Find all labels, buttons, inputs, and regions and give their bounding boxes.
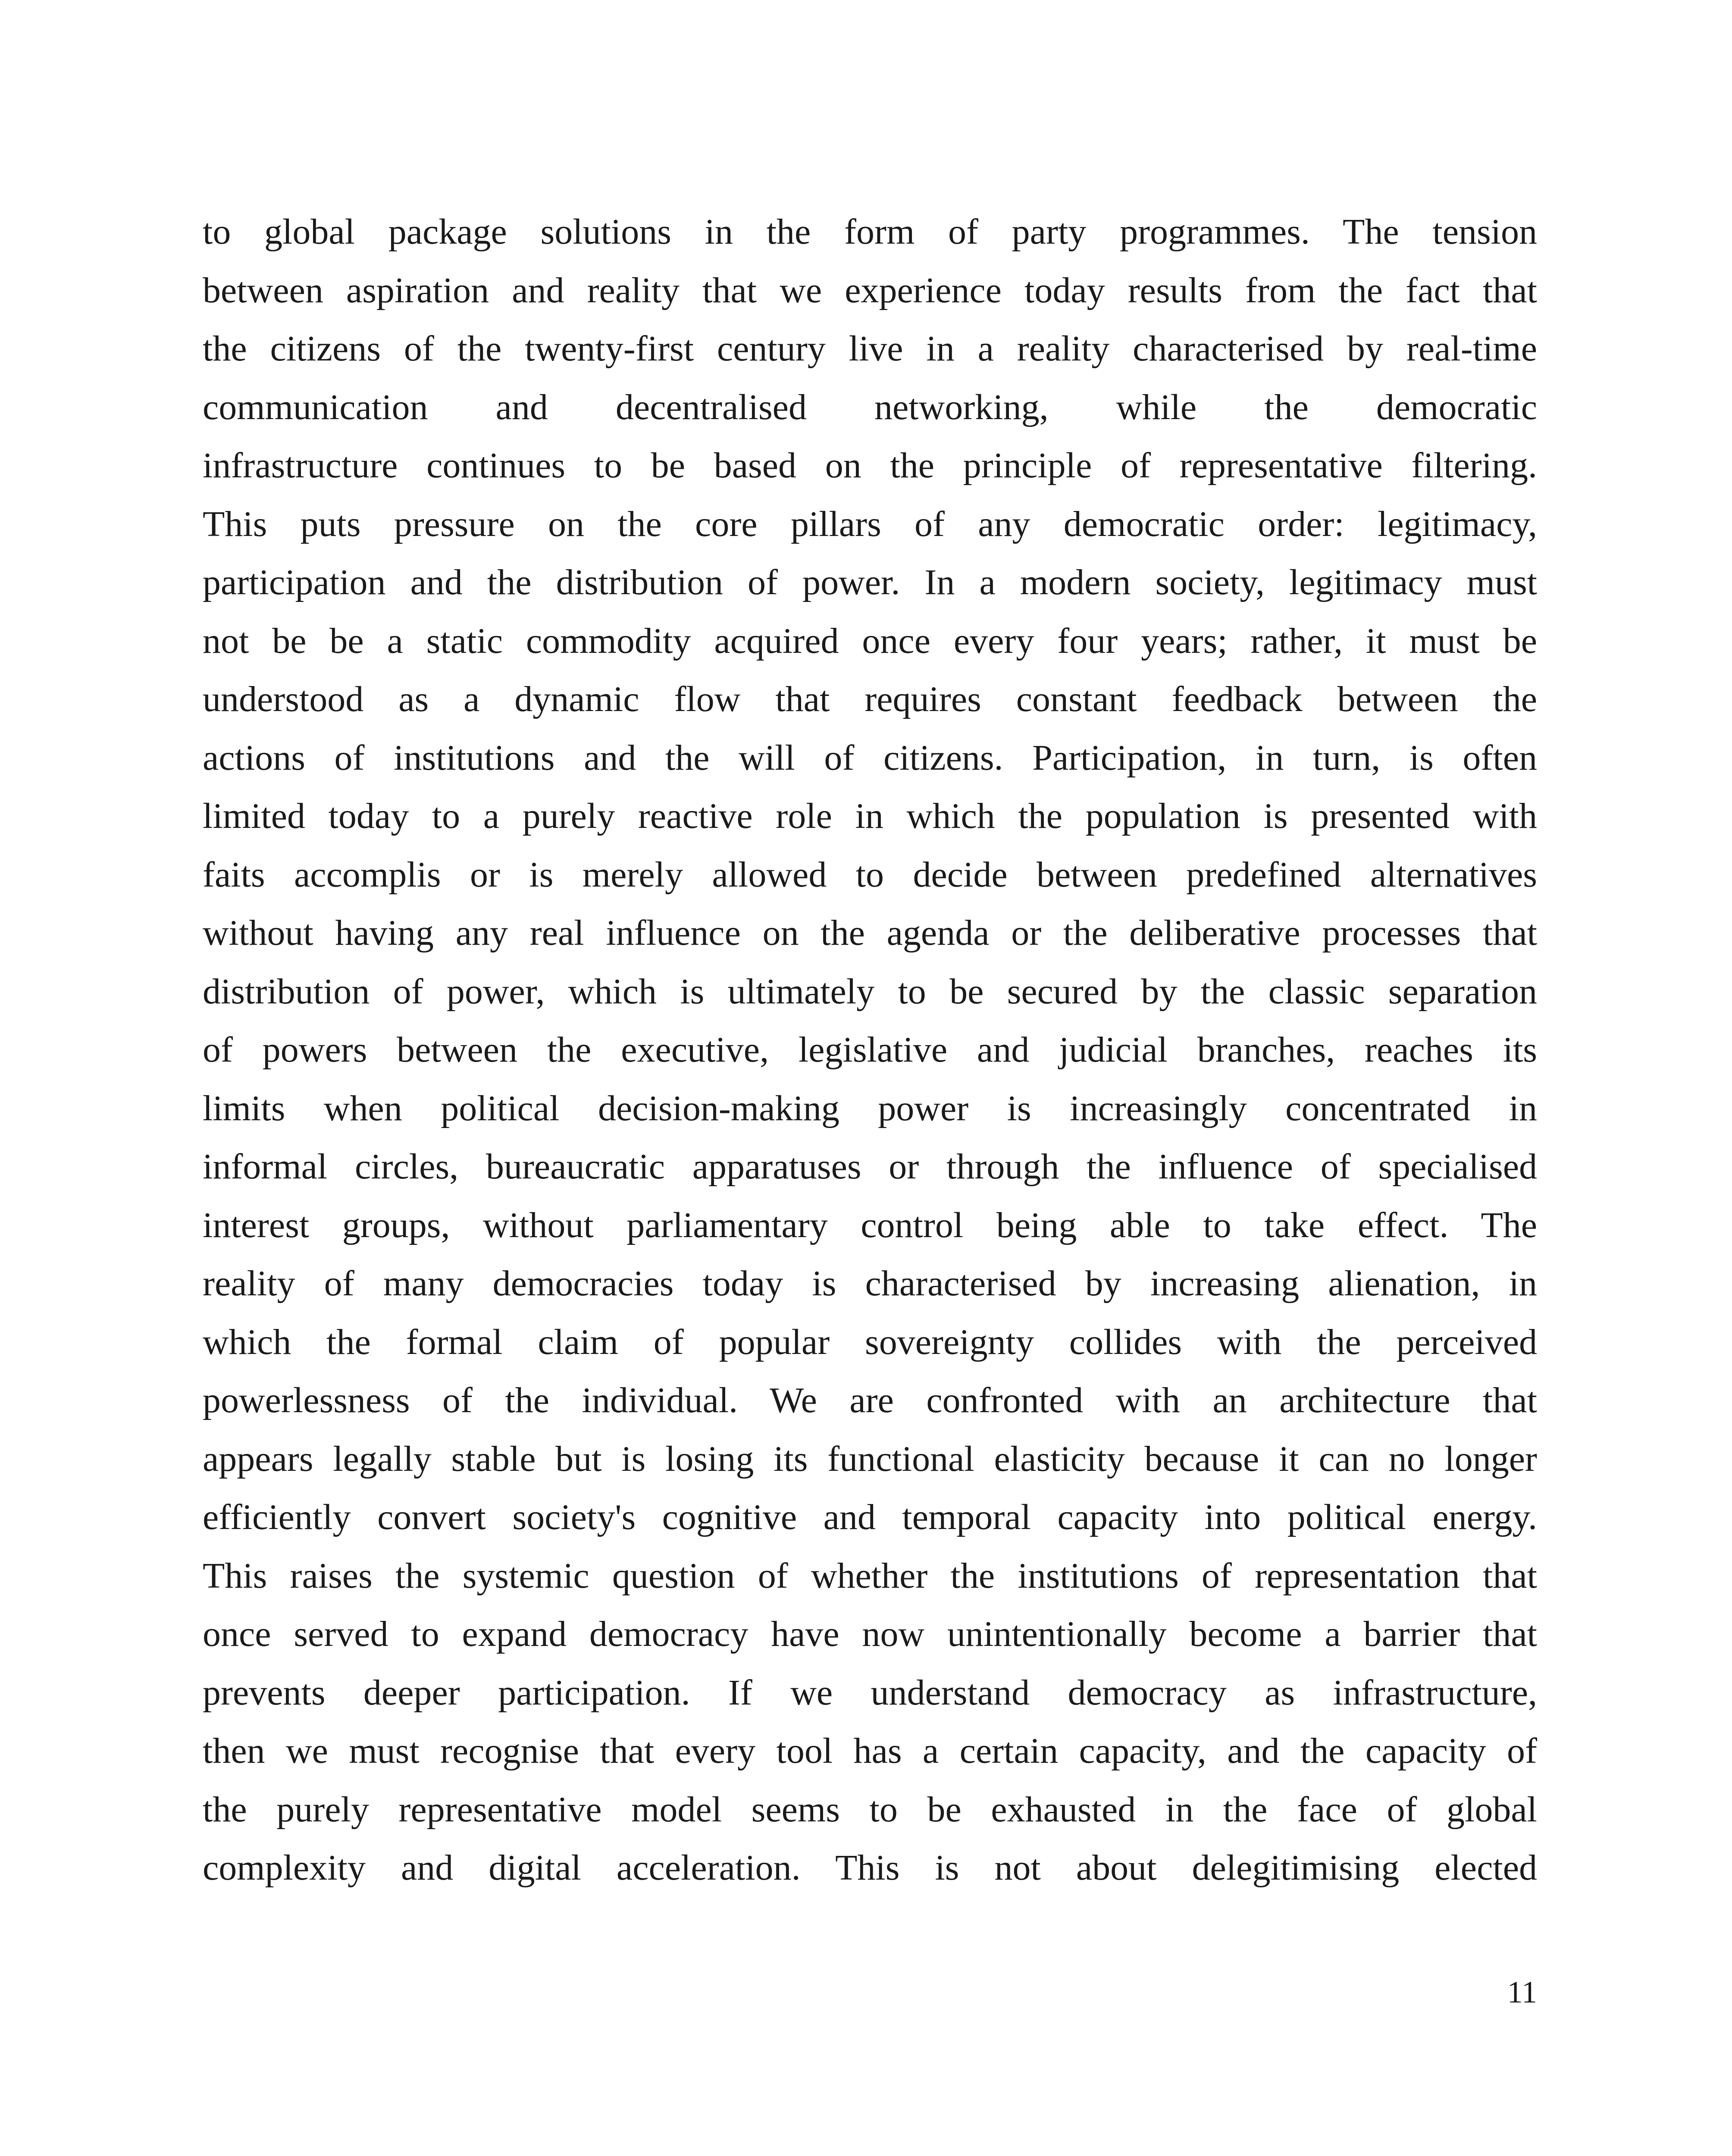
text-line: between aspiration and reality that we experience today results from the fact that	[203, 270, 1537, 310]
text-line: limits when political decision-making power is increasingly concentrated in	[203, 1088, 1537, 1128]
text-line: This raises the systemic question of whether the institutions of representation that	[203, 1555, 1537, 1596]
text-line: This puts pressure on the core pillars of any democratic order: legitimacy,	[203, 504, 1537, 544]
text-line: which the formal claim of popular sovereignty collides with the perceived	[203, 1322, 1537, 1362]
text-line: participation and the distribution of power. In a modern society, legitimacy must	[203, 562, 1537, 602]
text-line: actions of institutions and the will of citizens. Participation, in turn, is often	[203, 737, 1537, 778]
text-line: faits accomplis or is merely allowed to decide between predefined alternatives	[203, 854, 1537, 895]
text-line: the citizens of the twenty-first century live in a reality characterised by real-time	[203, 329, 1537, 369]
text-line: informal circles, bureaucratic apparatuses or through the influence of specialised	[203, 1147, 1537, 1187]
text-line: distribution of power, which is ultimately to be secured by the classic separation	[203, 971, 1537, 1012]
text-line: not be be a static commodity acquired once every four years; rather, it must be	[203, 620, 1537, 661]
text-line: reality of many democracies today is characterised by increasing alienation, in	[203, 1263, 1537, 1304]
text-line: without having any real influence on the agenda or the deliberative processes that	[203, 913, 1537, 953]
text-line: complexity and digital acceleration. This is not about delegitimising elected	[203, 1848, 1537, 1888]
text-line: interest groups, without parliamentary control being able to take effect. The	[203, 1205, 1537, 1245]
text-line: powerlessness of the individual. We are confronted with an architecture that	[203, 1380, 1537, 1420]
text-line: infrastructure continues to be based on the principle of representative filtering.	[203, 445, 1537, 486]
page-number: 11	[1507, 1975, 1537, 2009]
text-line: limited today to a purely reactive role in which the population is presented with	[203, 796, 1537, 836]
text-line: of powers between the executive, legislative and judicial branches, reaches its	[203, 1030, 1537, 1070]
text-line: to global package solutions in the form of party programmes. The tension	[203, 212, 1537, 252]
text-line: appears legally stable but is losing its functional elasticity because it can no longer	[203, 1438, 1537, 1479]
body-paragraph	[203, 203, 1537, 1897]
text-line: then we must recognise that every tool has a certain capacity, and the capacity of	[203, 1731, 1537, 1771]
text-line: prevents deeper participation. If we understand democracy as infrastructure,	[203, 1672, 1537, 1713]
text-line: understood as a dynamic flow that requires constant feedback between the	[203, 679, 1537, 719]
text-line: the purely representative model seems to be exhausted in the face of global	[203, 1789, 1537, 1830]
text-line: communication and decentralised networking, while the democratic	[203, 387, 1537, 427]
text-line: once served to expand democracy have now unintentionally become a barrier that	[203, 1614, 1537, 1654]
text-line: efficiently convert society's cognitive and temporal capacity into political energy.	[203, 1497, 1537, 1537]
